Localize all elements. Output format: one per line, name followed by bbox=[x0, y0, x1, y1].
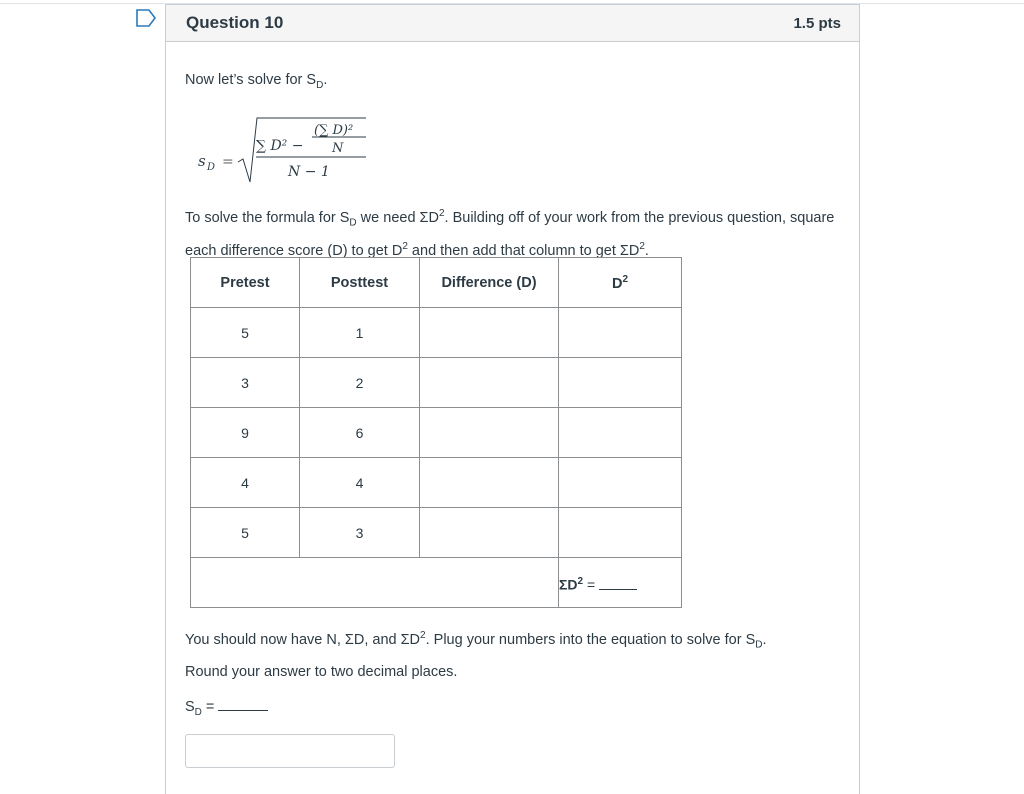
bookmark-flag-icon[interactable] bbox=[136, 9, 156, 27]
sum-d-squared-cell bbox=[559, 558, 682, 608]
question-card bbox=[165, 4, 860, 794]
question-title: Question 10 bbox=[186, 13, 284, 32]
d-squared-cell bbox=[559, 358, 682, 408]
svg-text:N − 1: N − 1 bbox=[288, 164, 330, 180]
difference-cell bbox=[420, 308, 559, 358]
instructions-text: To solve the formula for $S_D$ we need $\Sigma D^2$. Building off of your work from the previous question, square each difference score (D) to get $D^2$ and then add that column to get $\Sigma D^2$. bbox=[185, 208, 835, 259]
sum-blank bbox=[599, 577, 637, 590]
difference-cell bbox=[420, 408, 559, 458]
table-row bbox=[191, 308, 682, 358]
svg-text:=: = bbox=[222, 154, 234, 170]
header-posttest: Posttest bbox=[300, 258, 420, 308]
answer-input[interactable] bbox=[185, 734, 395, 768]
sd-result-label: $S_D$ = bbox=[185, 699, 268, 718]
round-instruction: Round your answer to two decimal places. bbox=[185, 664, 458, 680]
table-row bbox=[191, 358, 682, 408]
posttest-cell: 4 bbox=[300, 458, 420, 508]
sum-row-empty bbox=[191, 558, 559, 608]
d-squared-cell bbox=[559, 508, 682, 558]
header-difference: Difference (D) bbox=[420, 258, 559, 308]
pretest-cell: 9 bbox=[191, 408, 300, 458]
pretest-cell: 5 bbox=[191, 308, 300, 358]
intro-text: Now let’s solve for $S_D$. bbox=[185, 72, 328, 91]
svg-text:N: N bbox=[332, 141, 344, 156]
sum-row bbox=[191, 558, 682, 608]
result-blank bbox=[218, 700, 268, 711]
header-pretest: Pretest bbox=[191, 258, 300, 308]
posttest-cell: 6 bbox=[300, 408, 420, 458]
posttest-cell: 2 bbox=[300, 358, 420, 408]
difference-cell bbox=[420, 458, 559, 508]
table-row bbox=[191, 408, 682, 458]
posttest-cell: 3 bbox=[300, 508, 420, 558]
svg-text:D: D bbox=[207, 162, 216, 173]
pretest-cell: 4 bbox=[191, 458, 300, 508]
table-row bbox=[191, 508, 682, 558]
svg-text:s: s bbox=[198, 152, 206, 170]
d-squared-cell bbox=[559, 458, 682, 508]
plug-numbers-text: You should now have N, ΣD, and $\Sigma D^2$. Plug your numbers into the equation to solve for $S_D$. bbox=[185, 630, 767, 651]
svg-text:∑ D² −: ∑ D² − bbox=[256, 138, 304, 154]
sum-d-squared-label: $\Sigma D^2$ = bbox=[559, 576, 637, 593]
pretest-cell: 3 bbox=[191, 358, 300, 408]
question-header bbox=[166, 5, 859, 42]
header-d-squared: $D^2$ bbox=[559, 258, 682, 308]
question-points: 1.5 pts bbox=[793, 14, 841, 32]
d-squared-cell bbox=[559, 308, 682, 358]
difference-table bbox=[190, 257, 682, 608]
d-squared-cell bbox=[559, 408, 682, 458]
pretest-cell: 5 bbox=[191, 508, 300, 558]
difference-cell bbox=[420, 358, 559, 408]
difference-cell bbox=[420, 508, 559, 558]
sd-formula bbox=[196, 116, 396, 188]
posttest-cell: 1 bbox=[300, 308, 420, 358]
table-row bbox=[191, 458, 682, 508]
table-header-row bbox=[191, 258, 682, 308]
svg-text:(∑ D)²: (∑ D)² bbox=[314, 123, 354, 138]
